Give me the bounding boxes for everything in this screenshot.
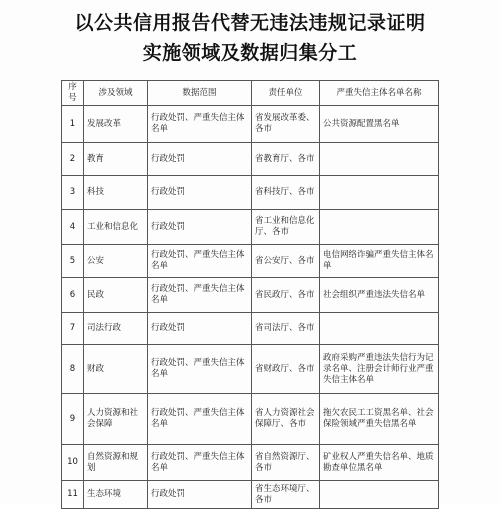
cell-no: 11: [62, 481, 84, 509]
table-row: [62, 481, 439, 509]
cell-no: 2: [62, 143, 84, 176]
cell-no: 4: [62, 210, 84, 245]
cell-scope: 行政处罚、严重失信主体名单: [148, 245, 252, 278]
table-row: [62, 278, 439, 313]
cell-field: 自然资源和规划: [84, 445, 148, 481]
cell-field: 司法行政: [84, 313, 148, 345]
cell-field: 人力资源和社会保障: [84, 394, 148, 445]
cell-unit: 省民政厅、各市: [252, 278, 320, 313]
cell-list: [320, 313, 439, 345]
document-title-line-2: 实施领域及数据归集分工: [142, 42, 358, 64]
cell-unit: 省自然资源厅、各市: [252, 445, 320, 481]
cell-list: 拖欠农民工工资黑名单、社会保险领域严重失信黑名单: [320, 394, 439, 445]
cell-unit: 省公安厅、各市: [252, 245, 320, 278]
header-field: 涉及领域: [84, 81, 148, 106]
cell-field: 发展改革: [84, 106, 148, 143]
cell-list: [320, 176, 439, 210]
cell-no: 10: [62, 445, 84, 481]
cell-field: 教育: [84, 143, 148, 176]
cell-scope: 行政处罚: [148, 313, 252, 345]
cell-field: 民政: [84, 278, 148, 313]
table-row: [62, 345, 439, 394]
cell-list: 政府采购严重违法失信行为记录名单、注册会计师行业严重失信主体名单: [320, 345, 439, 394]
header-no: 序号: [62, 81, 84, 106]
cell-scope: 行政处罚、严重失信主体名单: [148, 345, 252, 394]
cell-unit: 省财政厅、各市: [252, 345, 320, 394]
cell-no: 7: [62, 313, 84, 345]
table-row: [62, 106, 439, 143]
cell-scope: 行政处罚: [148, 143, 252, 176]
cell-scope: 行政处罚、严重失信主体名单: [148, 106, 252, 143]
document-title-line-1: 以公共信用报告代替无违法违规记录证明: [74, 12, 426, 34]
table-row: [62, 445, 439, 481]
cell-list: 矿业权人严重失信名单、地质勘查单位黑名单: [320, 445, 439, 481]
header-list: 严重失信主体名单名称: [320, 81, 439, 106]
cell-field: 科技: [84, 176, 148, 210]
cell-list: 公共资源配置黑名单: [320, 106, 439, 143]
table-row: [62, 245, 439, 278]
cell-field: 生态环境: [84, 481, 148, 509]
cell-list: 电信网络诈骗严重失信主体名单: [320, 245, 439, 278]
cell-scope: 行政处罚: [148, 210, 252, 245]
cell-unit: 省人力资源社会保障厅、各市: [252, 394, 320, 445]
cell-unit: 省教育厅、各市: [252, 143, 320, 176]
table-row: [62, 394, 439, 445]
header-unit: 责任单位: [252, 81, 320, 106]
cell-scope: 行政处罚: [148, 176, 252, 210]
cell-no: 3: [62, 176, 84, 210]
cell-no: 6: [62, 278, 84, 313]
cell-list: [320, 210, 439, 245]
cell-scope: 行政处罚、严重失信主体名单: [148, 394, 252, 445]
division-table: [61, 80, 439, 509]
table-row: [62, 143, 439, 176]
cell-list: [320, 143, 439, 176]
table-header-row: [62, 81, 439, 106]
cell-unit: 省司法厅、各市: [252, 313, 320, 345]
table-row: [62, 210, 439, 245]
cell-no: 1: [62, 106, 84, 143]
cell-unit: 省生态环境厅、各市: [252, 481, 320, 509]
cell-list: [320, 481, 439, 509]
cell-unit: 省工业和信息化厅、各市: [252, 210, 320, 245]
cell-no: 9: [62, 394, 84, 445]
cell-field: 工业和信息化: [84, 210, 148, 245]
cell-scope: 行政处罚、严重失信主体名单: [148, 278, 252, 313]
table-row: [62, 176, 439, 210]
header-scope: 数据范围: [148, 81, 252, 106]
cell-no: 8: [62, 345, 84, 394]
cell-no: 5: [62, 245, 84, 278]
table-row: [62, 313, 439, 345]
cell-scope: 行政处罚: [148, 481, 252, 509]
cell-list: 社会组织严重违法失信名单: [320, 278, 439, 313]
cell-scope: 行政处罚、严重失信主体名单: [148, 445, 252, 481]
cell-unit: 省发展改革委、各市: [252, 106, 320, 143]
cell-unit: 省科技厅、各市: [252, 176, 320, 210]
cell-field: 公安: [84, 245, 148, 278]
cell-field: 财政: [84, 345, 148, 394]
